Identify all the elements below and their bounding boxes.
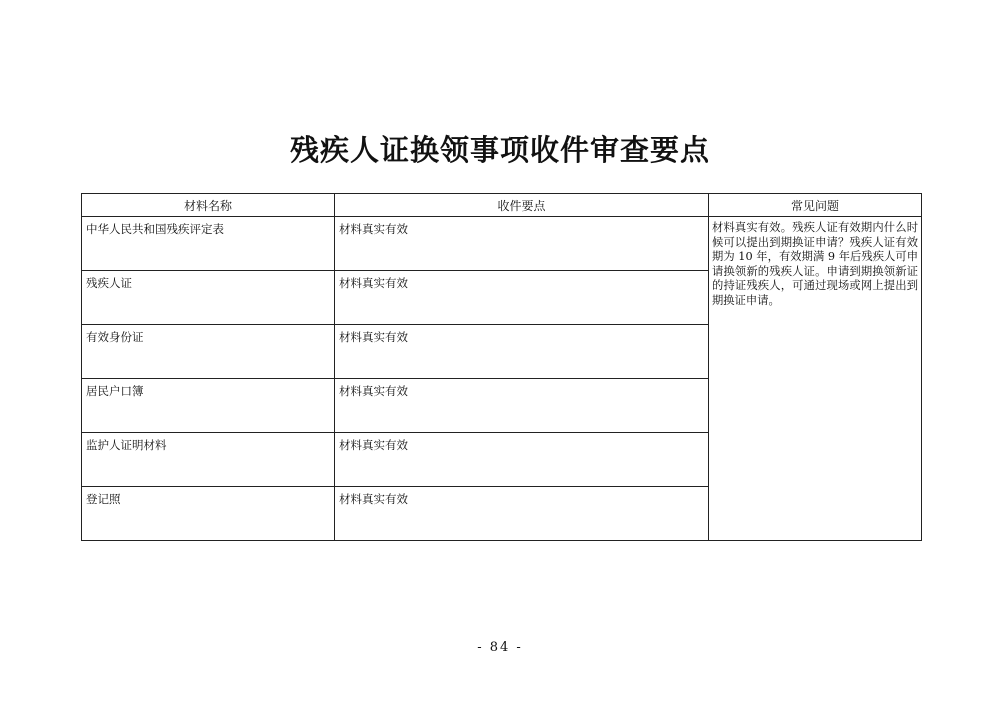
requirement-text: 材料真实有效 bbox=[339, 438, 408, 452]
material-name: 有效身份证 bbox=[86, 330, 144, 344]
requirement-text: 材料真实有效 bbox=[339, 492, 408, 506]
faq-text: 材料真实有效。残疾人证有效期内什么时候可以提出到期换证申请？残疾人证有效期为 10 年，有效期满 9 年后残疾人可申请换领新的残疾人证。申请到期换领新证的持证残疾人，可通过现场或网上提出到期换证申请。 bbox=[712, 221, 918, 307]
header-faq: 常见问题 bbox=[709, 194, 922, 217]
material-cell bbox=[82, 271, 335, 325]
page-title: 残疾人证换领事项收件审查要点 bbox=[289, 133, 710, 167]
table-row bbox=[82, 217, 922, 271]
material-name: 居民户口簿 bbox=[86, 384, 144, 398]
requirement-cell bbox=[335, 487, 709, 541]
faq-cell bbox=[709, 217, 922, 541]
material-name: 监护人证明材料 bbox=[86, 438, 167, 452]
material-cell bbox=[82, 217, 335, 271]
requirement-cell bbox=[335, 325, 709, 379]
material-name: 中华人民共和国残疾评定表 bbox=[86, 222, 224, 236]
material-name: 登记照 bbox=[86, 492, 121, 506]
requirement-text: 材料真实有效 bbox=[339, 330, 408, 344]
material-name: 残疾人证 bbox=[86, 276, 132, 290]
material-cell bbox=[82, 433, 335, 487]
requirement-cell bbox=[335, 379, 709, 433]
requirement-cell bbox=[335, 433, 709, 487]
requirement-cell bbox=[335, 271, 709, 325]
page-number: - 84 - bbox=[477, 640, 523, 655]
table-header-row bbox=[82, 194, 922, 217]
requirement-text: 材料真实有效 bbox=[339, 222, 408, 236]
requirement-text: 材料真实有效 bbox=[339, 276, 408, 290]
requirement-text: 材料真实有效 bbox=[339, 384, 408, 398]
requirement-cell bbox=[335, 217, 709, 271]
material-cell bbox=[82, 325, 335, 379]
header-requirement: 收件要点 bbox=[335, 194, 709, 217]
material-cell bbox=[82, 379, 335, 433]
review-points-table bbox=[81, 193, 922, 541]
header-material-name: 材料名称 bbox=[82, 194, 335, 217]
material-cell bbox=[82, 487, 335, 541]
